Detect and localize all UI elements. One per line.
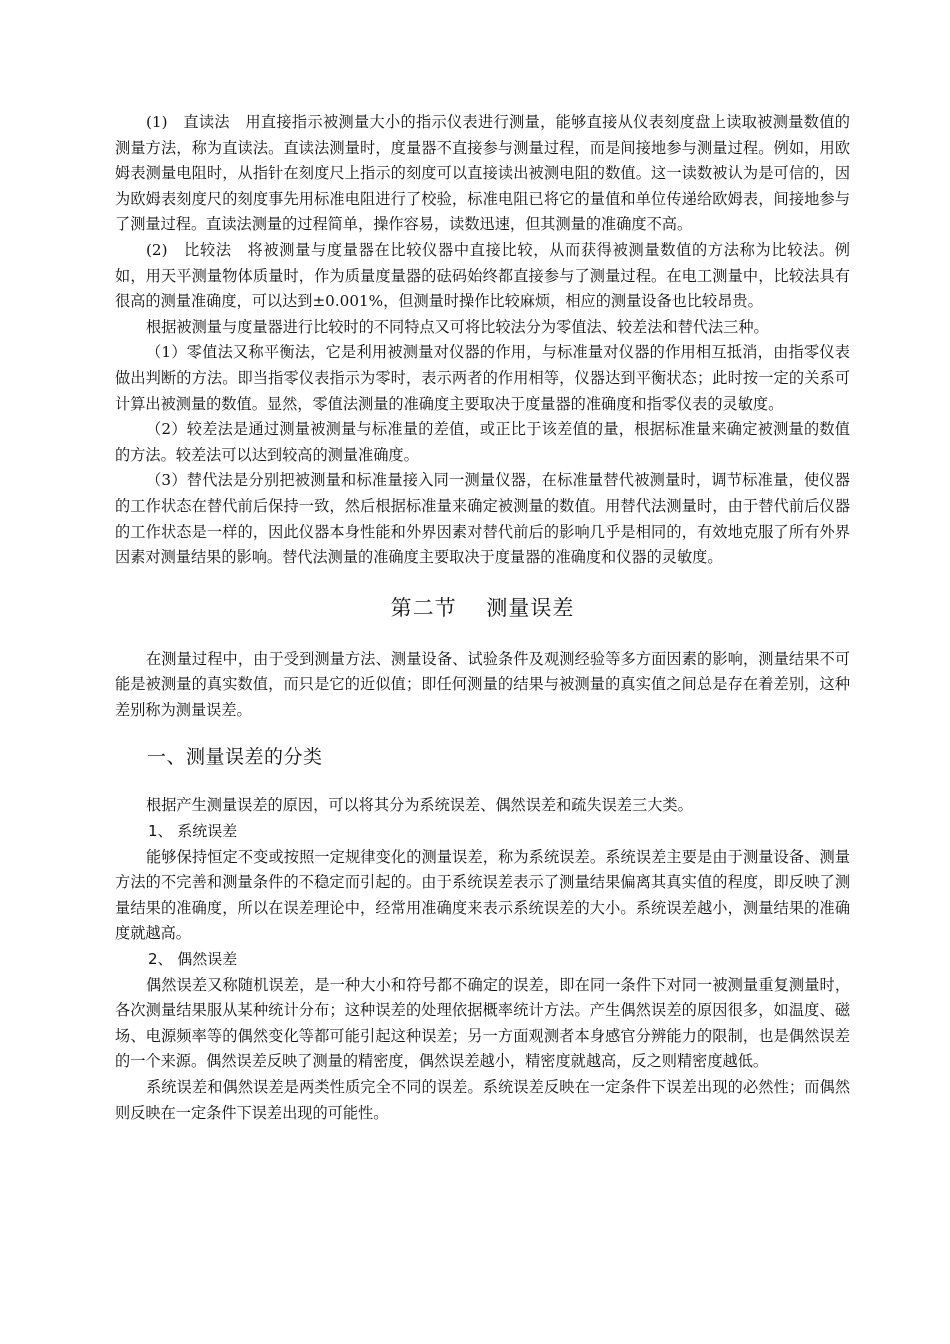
- paragraph-systematic-error: 能够保持恒定不变或按照一定规律变化的测量误差，称为系统误差。系统误差主要是由于测量设备、测量方法的不完善和测量条件的不稳定而引起的。由于系统误差表示了测量结果偏离其真实值的程度，即反映了测量结果的准确度，所以在误差理论中，经常用准确度来表示系统误差的大小。系统误差越小，测量结果的准确度就越高。: [115, 847, 850, 943]
- paragraph-substitution-method: （3）替代法是分别把被测量和标准量接入同一测量仪器，在标准量替代被测量时，调节标准量，使仪器的工作状态在替代前后保持一致，然后根据标准量来确定被测量的数值。用替代法测量时，由于替代前后仪器的工作状态是一样的，因此仪器本身性能和外界因素对替代前后的影响几乎是相同的，有效地克服了所有外界因素对测量结果的影响。替代法测量的准确度主要取决于度量器的准确度和仪器的灵敏度。: [115, 471, 850, 567]
- paragraph-comparison-types: 根据被测量与度量器进行比较时的不同特点又可将比较法分为零值法、较差法和替代法三种。: [146, 317, 769, 336]
- paragraph-random-error: 偶然误差又称随机误差，是一种大小和符号都不确定的误差，即在同一条件下对同一被测量重复测量时，各次测量结果服从某种统计分布；这种误差的处理依据概率统计方法。产生偶然误差的原因很多，如温度、磁场、电源频率等的偶然变化等都可能引起这种误差；另一方面观测者本身感官分辨能力的限制，也是偶然误差的一个来源。偶然误差反映了测量的精密度，偶然误差越小，精密度就越高，反之则精密度越低。: [115, 975, 850, 1071]
- paragraph-null-method: （1）零值法又称平衡法，它是利用被测量对仪器的作用，与标准量对仪器的作用相互抵消，由指零仪表做出判断的方法。即当指零仪表指示为零时，表示两者的作用相等，仪器达到平衡状态；此时按一定的关系可计算出被测量的数值。显然，零值法测量的准确度主要取决于度量器的准确度和指零仪表的灵敏度。: [115, 343, 850, 413]
- paragraph-comparison-method: (2) 比较法 将被测量与度量器在比较仪器中直接比较，从而获得被测量数值的方法称为比较法。例如，用天平测量物体质量时，作为质量度量器的砝码始终都直接参与了测量过程。在电工测量中，比较法具有很高的测量准确度，可以达到±0.001%，但测量时操作比较麻烦，相应的测量设备也比较昂贵。: [115, 240, 850, 311]
- paragraph-closing: 系统误差和偶然误差是两类性质完全不同的误差。系统误差反映在一定条件下误差出现的必然性；而偶然则反映在一定条件下误差出现的可能性。: [115, 1078, 850, 1122]
- classification-intro: 根据产生测量误差的原因，可以将其分为系统误差、偶然误差和疏失误差三大类。: [146, 796, 693, 815]
- item-heading-systematic-error: 1、 系统误差: [148, 822, 238, 841]
- paragraph-direct-reading-method: (1) 直读法 用直接指示被测量大小的指示仪表进行测量，能够直接从仪表刻度盘上读取被测量数值的测量方法，称为直读法。直读法测量时，度量器不直接参与测量过程，而是间接地参与测量过程。例如，用欧姆表测量电阻时，从指针在刻度尺上指示的刻度可以直接读出被测电阻的数值。这一读数被认为是可信的，因为欧姆表刻度尺的刻度事先用标准电阻进行了校验，标准电阻已将它的量值和单位传递给欧姆表，间接地参与了测量过程。直读法测量的过程简单，操作容易，读数迅速，但其测量的准确度不高。: [115, 113, 850, 234]
- paragraph-differential-method: （2）较差法是通过测量被测量与标准量的差值，或正比于该差值的量，根据标准量来确定被测量的数值的方法。较差法可以达到较高的测量准确度。: [115, 420, 850, 464]
- subsection-title: 一、测量误差的分类: [147, 746, 323, 769]
- item-heading-random-error: 2、 偶然误差: [148, 950, 238, 969]
- section-intro-paragraph: 在测量过程中，由于受到测量方法、测量设备、试验条件及观测经验等多方面因素的影响，测量结果不可能是被测量的真实数值，而只是它的近似值；即任何测量的结果与被测量的真实值之间总是存在着差别，这种差别称为测量误差。: [115, 649, 850, 719]
- section-title: 第二节 测量误差: [390, 595, 575, 620]
